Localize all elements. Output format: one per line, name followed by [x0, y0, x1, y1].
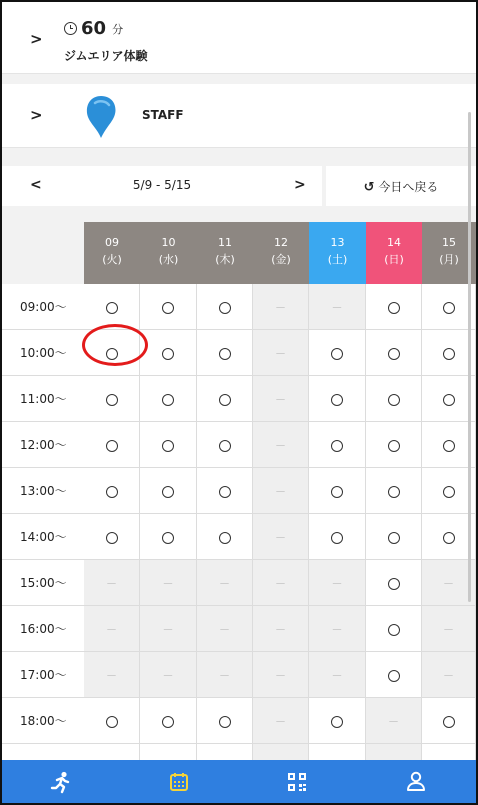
dash-mark: － [331, 669, 343, 682]
circle-icon [388, 532, 400, 544]
day-header-09 [84, 222, 140, 284]
slot-available[interactable] [84, 698, 140, 744]
circle-icon [106, 716, 118, 728]
dash-mark: － [275, 669, 286, 682]
slot-unavailable [309, 606, 366, 652]
slot-available[interactable] [309, 698, 366, 744]
slot-available[interactable] [197, 330, 253, 376]
circle-icon [219, 716, 231, 728]
chevron-right-icon[interactable]: > [294, 177, 306, 193]
day-header-12 [253, 222, 309, 284]
slot-available[interactable] [84, 468, 140, 514]
tab-profile[interactable] [356, 760, 476, 803]
plan-selector[interactable] [2, 2, 476, 74]
slot-available[interactable] [140, 376, 197, 422]
circle-icon [162, 532, 174, 544]
slot-unavailable [253, 514, 309, 560]
slot-available[interactable] [140, 330, 197, 376]
circle-icon [106, 302, 118, 314]
circle-icon [388, 670, 400, 682]
day-header-11 [197, 222, 253, 284]
slot-unavailable [309, 560, 366, 606]
day-header-10 [140, 222, 197, 284]
circle-icon [331, 440, 343, 452]
staff-selector[interactable] [2, 84, 476, 148]
slot-available[interactable] [366, 422, 422, 468]
slot-available[interactable] [366, 284, 422, 330]
time-label: 18:00〜 [2, 698, 85, 744]
dash-mark: － [443, 669, 454, 682]
circle-icon [331, 348, 343, 360]
day-weekday: (金) [271, 253, 291, 266]
circle-icon [162, 440, 174, 452]
circle-icon [388, 348, 400, 360]
slot-available[interactable] [366, 376, 422, 422]
day-date: 13 [330, 236, 345, 249]
slot-available[interactable] [84, 514, 140, 560]
tab-qr[interactable] [238, 760, 356, 803]
slot-available[interactable] [197, 376, 253, 422]
slot-unavailable [84, 606, 140, 652]
dash-mark: － [443, 623, 454, 636]
day-weekday: (火) [102, 253, 122, 266]
dash-mark: － [443, 577, 454, 590]
slot-unavailable [309, 284, 366, 330]
week-navigator [2, 166, 476, 206]
dash-mark: － [162, 577, 174, 590]
time-label: 13:00〜 [2, 468, 85, 514]
circle-icon [388, 440, 400, 452]
plan-name: ジムエリア体験 [64, 49, 148, 63]
clock-icon [64, 22, 77, 35]
circle-icon [388, 486, 400, 498]
tab-calendar[interactable] [120, 760, 238, 803]
day-weekday: (木) [215, 253, 235, 266]
slot-available[interactable] [140, 514, 197, 560]
circle-icon [162, 302, 174, 314]
refresh-icon: ↺ [363, 180, 375, 195]
slot-available[interactable] [197, 698, 253, 744]
slot-unavailable [253, 376, 309, 422]
slot-available[interactable] [140, 422, 197, 468]
slot-unavailable [253, 606, 309, 652]
time-header [2, 222, 84, 284]
slot-available[interactable] [309, 514, 366, 560]
slot-available[interactable] [197, 468, 253, 514]
dash-mark: － [106, 669, 117, 682]
day-date: 11 [218, 236, 232, 249]
day-date: 12 [274, 236, 288, 249]
staff-avatar-icon [84, 94, 118, 140]
time-label: 16:00〜 [2, 606, 85, 652]
dash-mark: － [162, 669, 174, 682]
slot-available[interactable] [366, 652, 422, 698]
circle-icon [388, 578, 400, 590]
slot-unavailable [422, 652, 476, 698]
dash-mark: － [275, 715, 286, 728]
circle-icon [219, 394, 231, 406]
week-range: 5/9 - 5/15 [132, 178, 192, 192]
circle-icon [162, 716, 174, 728]
dash-mark: － [331, 301, 343, 314]
circle-icon [106, 440, 118, 452]
duration-unit: 分 [112, 22, 124, 36]
day-date: 15 [442, 236, 456, 249]
user-icon [406, 771, 426, 792]
slot-available[interactable] [366, 330, 422, 376]
circle-icon [388, 302, 400, 314]
dash-mark: － [106, 623, 117, 636]
time-label: 09:00〜 [2, 284, 85, 330]
dash-mark: － [275, 393, 286, 406]
slot-available[interactable] [84, 376, 140, 422]
dash-mark: － [275, 347, 286, 360]
circle-icon [162, 394, 174, 406]
slot-available[interactable] [309, 422, 366, 468]
circle-icon [106, 394, 118, 406]
dash-mark: － [331, 577, 343, 590]
dash-mark: － [219, 577, 230, 590]
today-button-label: 今日へ戻る [378, 180, 439, 194]
slot-unavailable [84, 652, 140, 698]
time-label: 15:00〜 [2, 560, 85, 606]
day-date: 10 [161, 236, 176, 249]
selection-highlight [82, 324, 148, 366]
dash-mark: － [275, 531, 286, 544]
slot-available[interactable] [84, 422, 140, 468]
slot-available[interactable] [309, 468, 366, 514]
circle-icon [443, 440, 455, 452]
circle-icon [331, 716, 343, 728]
circle-icon [388, 394, 400, 406]
slot-unavailable [140, 560, 197, 606]
circle-icon [219, 348, 231, 360]
day-date: 09 [105, 236, 119, 249]
time-label: 12:00〜 [2, 422, 85, 468]
tab-activity[interactable] [2, 760, 120, 803]
circle-icon [443, 486, 455, 498]
circle-icon [219, 440, 231, 452]
dash-mark: － [275, 623, 286, 636]
slot-unavailable [253, 698, 309, 744]
circle-icon [443, 716, 455, 728]
slot-unavailable [253, 560, 309, 606]
slot-available[interactable] [366, 468, 422, 514]
slot-available[interactable] [309, 330, 366, 376]
circle-icon [443, 302, 455, 314]
slot-available[interactable] [422, 698, 476, 744]
day-header-14 [366, 222, 422, 284]
section-gap [2, 74, 476, 84]
scrollbar[interactable] [468, 112, 471, 602]
day-weekday: (土) [327, 253, 348, 266]
slot-available[interactable] [197, 514, 253, 560]
slot-available[interactable] [140, 698, 197, 744]
week-range-box [2, 166, 322, 206]
today-button[interactable] [326, 166, 476, 206]
slot-available[interactable] [366, 514, 422, 560]
day-date: 14 [387, 236, 401, 249]
chevron-left-icon[interactable]: < [30, 177, 42, 193]
circle-icon [388, 624, 400, 636]
slot-unavailable [140, 606, 197, 652]
slot-available[interactable] [366, 606, 422, 652]
circle-icon [219, 486, 231, 498]
dash-mark: － [275, 577, 286, 590]
circle-icon [162, 348, 174, 360]
qr-code-icon [287, 772, 307, 792]
dash-mark: － [275, 439, 286, 452]
circle-icon [219, 532, 231, 544]
circle-icon [106, 486, 118, 498]
chevron-right-icon: > [30, 30, 43, 48]
dash-mark: － [219, 623, 230, 636]
bottom-tab-bar [2, 760, 476, 803]
today-label [326, 178, 476, 195]
slot-unavailable [140, 652, 197, 698]
dash-mark: － [331, 623, 343, 636]
slot-unavailable [366, 698, 422, 744]
slot-unavailable [197, 606, 253, 652]
time-label: 17:00〜 [2, 652, 85, 698]
chevron-right-icon: > [30, 106, 43, 124]
dash-mark: － [275, 301, 286, 314]
dash-mark: － [275, 485, 286, 498]
day-weekday: (月) [439, 253, 459, 266]
slot-available[interactable] [197, 284, 253, 330]
dash-mark: － [106, 577, 117, 590]
slot-available[interactable] [366, 560, 422, 606]
slot-unavailable [84, 560, 140, 606]
circle-icon [443, 532, 455, 544]
slot-unavailable [253, 468, 309, 514]
circle-icon [443, 348, 455, 360]
slot-unavailable [422, 606, 476, 652]
slot-unavailable [253, 422, 309, 468]
duration-line [64, 18, 123, 39]
circle-icon [443, 394, 455, 406]
slot-available[interactable] [140, 284, 197, 330]
slot-available[interactable] [140, 468, 197, 514]
slot-available[interactable] [197, 422, 253, 468]
time-label: 14:00〜 [2, 514, 85, 560]
circle-icon [219, 302, 231, 314]
day-weekday: (水) [158, 253, 179, 266]
dash-mark: － [219, 669, 230, 682]
dash-mark: － [162, 623, 174, 636]
slot-unavailable [309, 652, 366, 698]
slot-unavailable [197, 560, 253, 606]
day-weekday: (日) [384, 253, 404, 266]
slot-unavailable [253, 284, 309, 330]
circle-icon [106, 532, 118, 544]
dash-mark: － [388, 715, 399, 728]
running-icon [49, 771, 73, 793]
schedule-grid [2, 222, 476, 760]
slot-unavailable [253, 652, 309, 698]
circle-icon [331, 532, 343, 544]
circle-icon [331, 394, 343, 406]
staff-label: STAFF [142, 108, 184, 122]
day-header-13 [309, 222, 366, 284]
time-label: 11:00〜 [2, 376, 85, 422]
slot-available[interactable] [309, 376, 366, 422]
circle-icon [331, 486, 343, 498]
slot-unavailable [253, 330, 309, 376]
circle-icon [162, 486, 174, 498]
duration-value: 60 [81, 18, 107, 39]
time-label: 10:00〜 [2, 330, 85, 376]
calendar-icon [169, 772, 189, 792]
slot-unavailable [197, 652, 253, 698]
